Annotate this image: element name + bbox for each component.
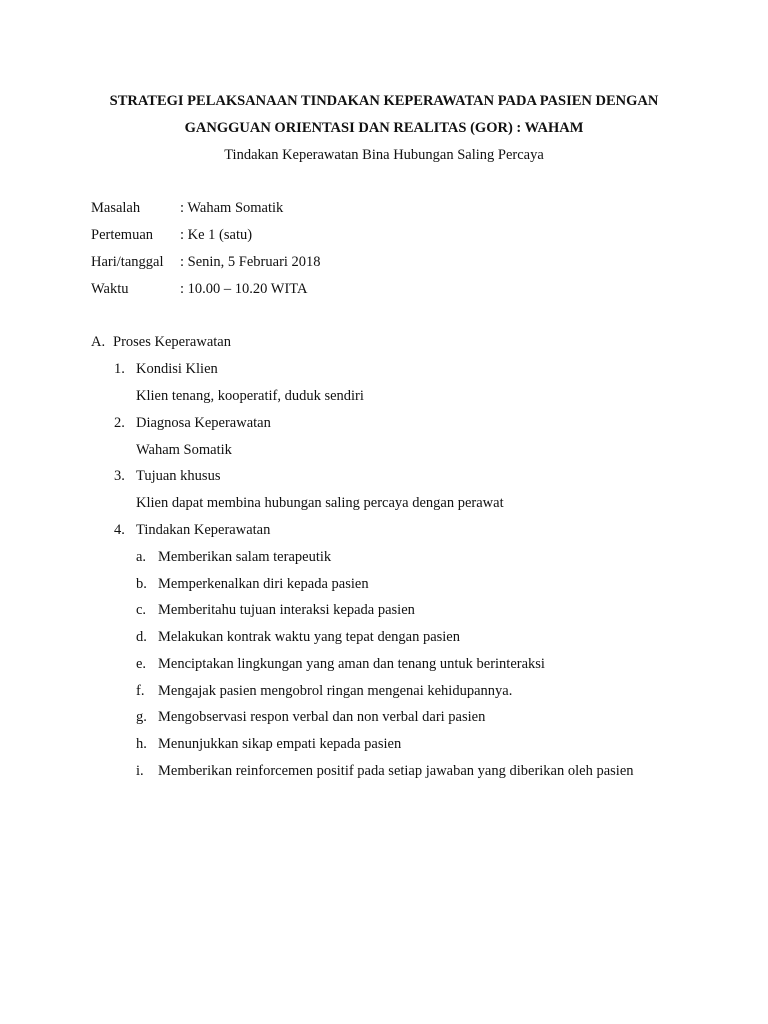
section-a-title: Proses Keperawatan <box>113 334 231 350</box>
section-a-marker: A. <box>91 334 106 350</box>
action-marker: a. <box>136 549 147 565</box>
meta-label: Pertemuan <box>91 227 154 243</box>
action-marker: f. <box>136 683 145 699</box>
document-title-line-2: GANGGUAN ORIENTASI DAN REALITAS (GOR) : WAHAM <box>184 120 584 136</box>
action-text: Mengobservasi respon verbal dan non verbal dari pasien <box>158 709 486 725</box>
process-item-title: Kondisi Klien <box>136 361 218 377</box>
process-item-marker: 3. <box>114 468 125 484</box>
action-text: Mengajak pasien mengobrol ringan mengenai kehidupannya. <box>158 683 513 699</box>
action-marker: d. <box>136 629 147 645</box>
meta-value: : Senin, 5 Februari 2018 <box>180 254 321 270</box>
action-marker: h. <box>136 736 147 752</box>
process-item-2-detail: Waham Somatik <box>136 442 232 458</box>
action-text: Memperkenalkan diri kepada pasien <box>158 576 369 592</box>
meta-label: Waktu <box>91 281 129 297</box>
meta-value: : Waham Somatik <box>180 200 284 216</box>
process-item-1-detail: Klien tenang, kooperatif, duduk sendiri <box>136 388 364 404</box>
meta-value: : 10.00 – 10.20 WITA <box>180 281 308 297</box>
process-item-title: Diagnosa Keperawatan <box>136 415 271 431</box>
action-marker: b. <box>136 576 147 592</box>
action-text: Memberikan reinforcemen positif pada setiap jawaban yang diberikan oleh pasien <box>158 763 634 779</box>
meta-label: Masalah <box>91 200 141 216</box>
process-item-title: Tujuan khusus <box>136 468 221 484</box>
document-title-line-1: STRATEGI PELAKSANAAN TINDAKAN KEPERAWATAN PADA PASIEN DENGAN <box>109 93 659 109</box>
process-item-3-detail: Klien dapat membina hubungan saling percaya dengan perawat <box>136 495 504 511</box>
action-text: Memberitahu tujuan interaksi kepada pasien <box>158 602 415 618</box>
action-text: Memberikan salam terapeutik <box>158 549 332 565</box>
action-marker: c. <box>136 602 147 618</box>
meta-value: : Ke 1 (satu) <box>180 227 253 243</box>
process-item-marker: 2. <box>114 415 125 431</box>
action-text: Menciptakan lingkungan yang aman dan tenang untuk berinteraksi <box>158 656 545 672</box>
document-subtitle: Tindakan Keperawatan Bina Hubungan Saling Percaya <box>224 147 544 163</box>
process-item-title: Tindakan Keperawatan <box>136 522 271 538</box>
process-item-marker: 4. <box>114 522 125 538</box>
action-text: Menunjukkan sikap empati kepada pasien <box>158 736 402 752</box>
action-marker: e. <box>136 656 147 672</box>
process-item-marker: 1. <box>114 361 125 377</box>
action-marker: i. <box>136 763 144 779</box>
action-marker: g. <box>136 709 147 725</box>
action-text: Melakukan kontrak waktu yang tepat dengan pasien <box>158 629 460 645</box>
meta-label: Hari/tanggal <box>91 254 164 270</box>
